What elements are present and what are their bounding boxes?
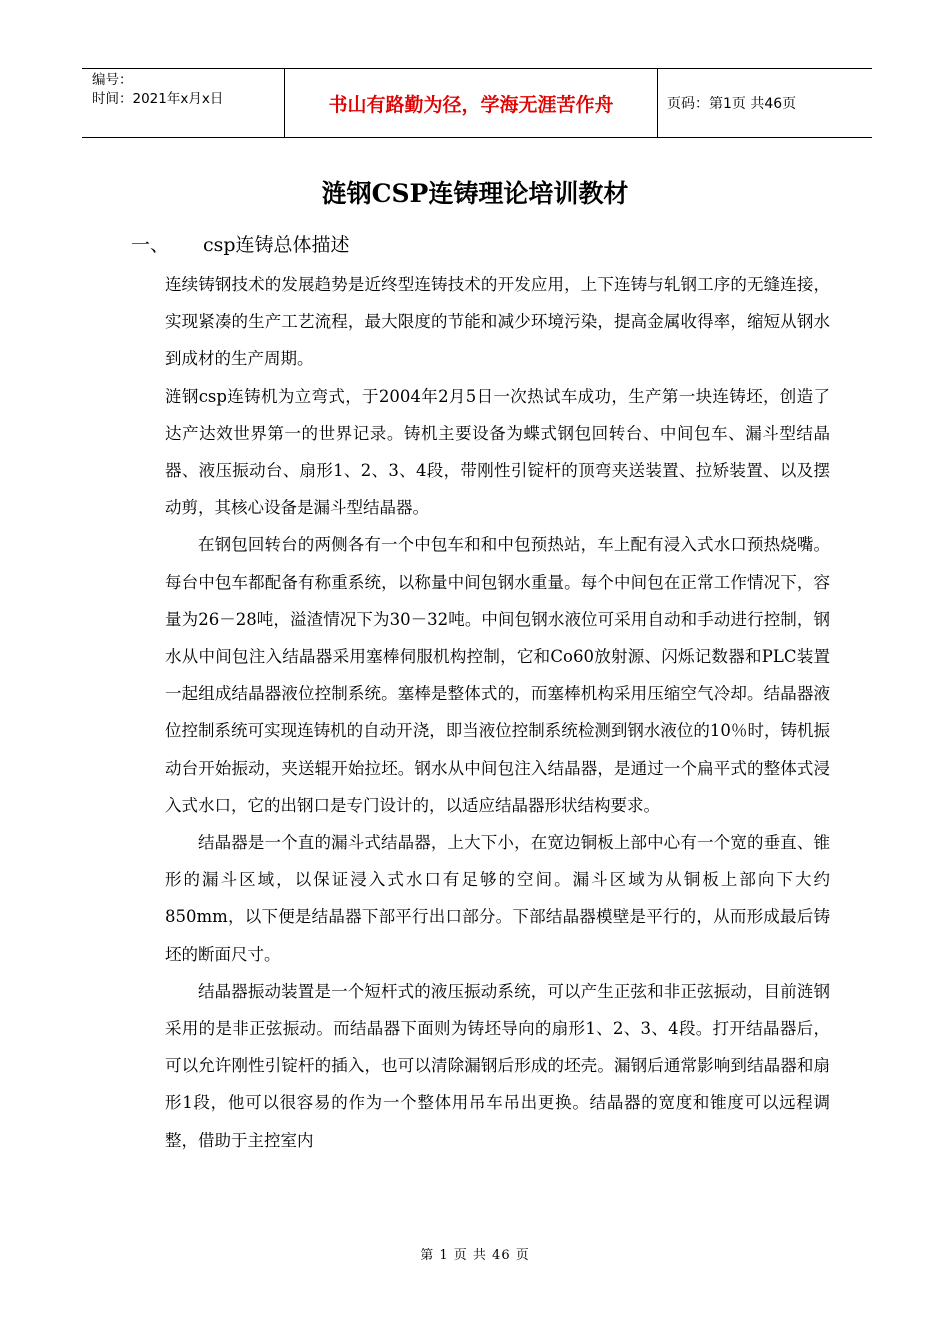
paragraph: 在钢包回转台的两侧各有一个中包车和和中包预热站，车上配有浸入式水口预热烧嘴。每台中包车都配备有称重系统，以称量中间包钢水重量。每个中间包在正常工作情况下，容量为26－28吨，溢渣情况下为30－32吨。中间包钢水液位可采用自动和手动进行控制，钢水从中间包注入结晶器采用塞棒伺服机构控制，它和Co60放射源、闪烁记数器和PLC装置一起组成结晶器液位控制系统。塞棒是整体式的，而塞棒机构采用压缩空气冷却。结晶器液位控制系统可实现连铸机的自动开浇，即当液位控制系统检测到钢水液位的10％时，铸机振动台开始振动，夹送辊开始拉坯。钢水从中间包注入结晶器，是通过一个扁平式的整体式浸入式水口，它的出钢口是专门设计的，以适应结晶器形状结构要求。 <box>165 535 830 815</box>
header-motto: 书山有路勤为径，学海无涯苦作舟 <box>284 69 658 137</box>
page-label: 页码：第1页 共46页 <box>667 96 797 112</box>
header-table <box>82 68 872 138</box>
paragraph: 结晶器是一个直的漏斗式结晶器，上大下小，在宽边铜板上部中心有一个宽的垂直、锥形的漏斗区域，以保证浸入式水口有足够的空间。漏斗区域为从铜板上部向下大约850mm，以下便是结晶器下部平行出口部分。下部结晶器模壁是平行的，从而形成最后铸坯的断面尺寸。 <box>165 833 830 964</box>
document-title: 涟钢CSP连铸理论培训教材 <box>321 179 629 208</box>
header-meta <box>82 69 284 137</box>
code-label: 编号： <box>92 72 133 88</box>
body-text <box>165 266 830 1159</box>
section-title: csp连铸总体描述 <box>203 234 350 256</box>
section-number: 一、 <box>131 234 170 256</box>
paragraph: 结晶器振动装置是一个短杆式的液压振动系统，可以产生正弦和非正弦振动，目前涟钢采用的是非正弦振动。而结晶器下面则为铸坯导向的扇形1、2、3、4段。打开结晶器后，可以允许刚性引锭杆的插入，也可以清除漏钢后形成的坯壳。漏钢后通常影响到结晶器和扇形1段，他可以很容易的作为一个整体用吊车吊出更换。结晶器的宽度和锥度可以远程调整，借助于主控室内 <box>165 981 830 1150</box>
page-footer: 第 1 页 共 46 页 <box>420 1248 530 1263</box>
section-heading <box>131 230 350 257</box>
time-label: 时间：2021年x月x日 <box>92 91 224 107</box>
paragraph: 涟钢csp连铸机为立弯式，于2004年2月5日一次热试车成功，生产第一块连铸坯，创造了达产达效世界第一的世界记录。铸机主要设备为蝶式钢包回转台、中间包车、漏斗型结晶器、液压振动台、扇形1、2、3、4段，带刚性引锭杆的顶弯夹送装置、拉矫装置、以及摆动剪，其核心设备是漏斗型结晶器。 <box>165 386 830 518</box>
paragraph: 连续铸钢技术的发展趋势是近终型连铸技术的开发应用，上下连铸与轧钢工序的无缝连接，实现紧凑的生产工艺流程，最大限度的节能和减少环境污染，提高金属收得率，缩短从钢水到成材的生产周期。 <box>165 275 830 369</box>
